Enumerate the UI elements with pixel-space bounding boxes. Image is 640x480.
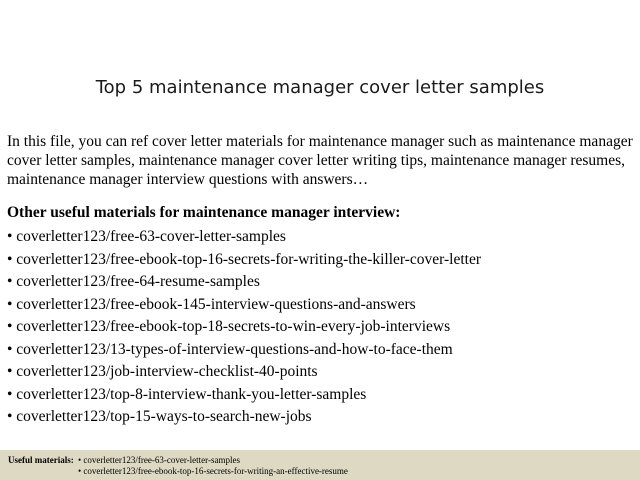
footer-label: Useful materials: <box>8 455 74 465</box>
materials-link[interactable]: • coverletter123/free-63-cover-letter-samples <box>7 228 286 245</box>
materials-link[interactable]: • coverletter123/free-ebook-145-interview-questions-and-answers <box>7 295 416 313</box>
materials-heading: Other useful materials for maintenance manager interview: <box>7 204 401 221</box>
footer-bar <box>0 450 640 480</box>
page-title: Top 5 maintenance manager cover letter samples <box>95 77 545 98</box>
materials-link[interactable]: • coverletter123/top-8-interview-thank-you-letter-samples <box>7 385 367 403</box>
materials-link[interactable]: • coverletter123/free-ebook-top-16-secrets-for-writing-the-killer-cover-letter <box>7 250 481 268</box>
intro-paragraph: In this file, you can ref cover letter materials for maintenance manager such as maintenance manager cover letter samples, maintenance manager cover letter writing tips, maintenance manager resumes, maintenance manager interview questions with answers… <box>7 133 633 188</box>
footer-link-list <box>78 455 348 477</box>
materials-link[interactable]: • coverletter123/free-ebook-top-18-secrets-to-win-every-job-interviews <box>7 318 451 335</box>
footer-link[interactable]: • coverletter123/free-63-cover-letter-samples <box>78 455 240 465</box>
materials-link[interactable]: • coverletter123/free-64-resume-samples <box>7 273 260 290</box>
footer-link[interactable]: • coverletter123/free-ebook-top-16-secrets-for-writing-an-effective-resume <box>78 466 348 476</box>
materials-link-list <box>7 226 633 429</box>
materials-link[interactable]: • coverletter123/top-15-ways-to-search-new-jobs <box>7 408 312 425</box>
materials-link[interactable]: • coverletter123/job-interview-checklist-40-points <box>7 363 318 380</box>
materials-link[interactable]: • coverletter123/13-types-of-interview-questions-and-how-to-face-them <box>7 340 453 358</box>
